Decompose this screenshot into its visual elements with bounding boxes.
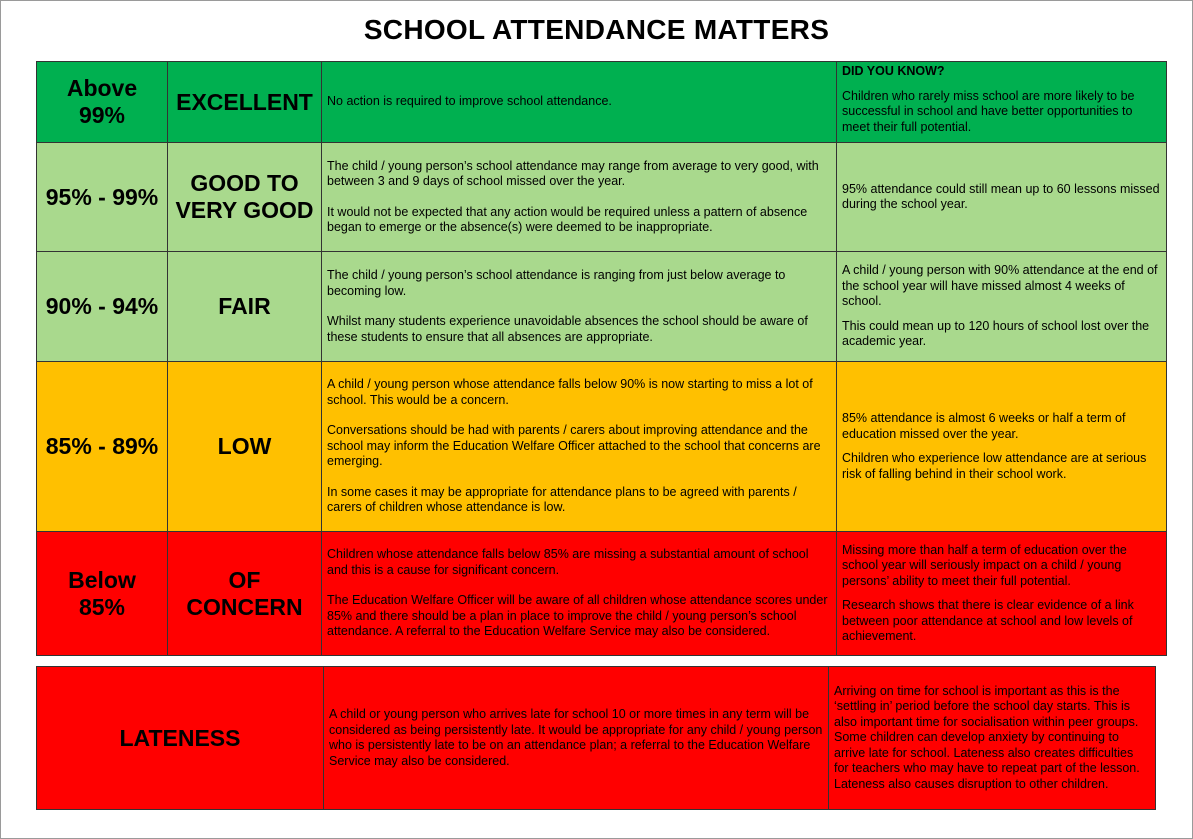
info-cell bbox=[837, 362, 1167, 532]
info-text: 85% attendance is almost 6 weeks or half a term of education missed over the year. bbox=[842, 411, 1126, 441]
rating-cell: EXCELLENT bbox=[168, 62, 322, 143]
action-text: The Education Welfare Officer will be aware of all children whose attendance scores under 85% and there should be a plan in place to improve the child / young person’s school attendance. A referral to the Education Welfare Service may also be considered. bbox=[327, 593, 828, 639]
action-cell bbox=[322, 252, 837, 362]
percentage-cell: 85% - 89% bbox=[37, 362, 168, 532]
info-cell bbox=[837, 252, 1167, 362]
rating-cell: GOOD TO VERY GOOD bbox=[168, 143, 322, 252]
lateness-action-cell: A child or young person who arrives late for school 10 or more times in any term will be considered as being persistently late. It would be appropriate for any child / young person who is persistently late to be on an attendance plan; a referral to the Education Welfare Service may also be considered. bbox=[324, 667, 829, 810]
info-cell bbox=[837, 62, 1167, 143]
attendance-table bbox=[36, 61, 1167, 656]
percentage-cell: Below 85% bbox=[37, 532, 168, 656]
action-cell bbox=[322, 62, 837, 143]
action-text: It would not be expected that any action would be required unless a pattern of absence began to emerge or the absence(s) were deemed to be inappropriate. bbox=[327, 204, 808, 234]
rating-cell: FAIR bbox=[168, 252, 322, 362]
action-text: In some cases it may be appropriate for attendance plans to be agreed with parents / carers of children whose attendance is low. bbox=[327, 484, 797, 515]
percentage-cell: 90% - 94% bbox=[37, 252, 168, 362]
page-title: SCHOOL ATTENDANCE MATTERS bbox=[363, 14, 830, 45]
info-cell bbox=[837, 532, 1167, 656]
lateness-label: LATENESS bbox=[37, 667, 324, 810]
action-cell bbox=[322, 143, 837, 252]
action-text: Conversations should be had with parents / carers about improving attendance and the school may inform the Education Welfare Officer attached to the school that concerns are emerging. bbox=[327, 423, 821, 469]
info-text: 95% attendance could still mean up to 60 lessons missed during the school year. bbox=[842, 181, 1160, 211]
row-excellent bbox=[37, 62, 1167, 143]
lateness-info-cell: Arriving on time for school is important as this is the ‘settling in’ period before the school day starts. This is also important time for socialisation within peer groups. Some children can develop anxiety by continuing to arrive late for school. Lateness also creates difficulties for teachers who may have to repeat part of the lesson. Lateness also causes disruption to other children. bbox=[829, 667, 1156, 810]
lateness-table bbox=[36, 666, 1156, 810]
info-text: This could mean up to 120 hours of school lost over the academic year. bbox=[842, 318, 1150, 349]
percentage-cell: 95% - 99% bbox=[37, 143, 168, 252]
action-cell bbox=[322, 362, 837, 532]
action-text: The child / young person’s school attendance is ranging from just below average to becoming low. bbox=[327, 268, 786, 298]
action-text: Children whose attendance falls below 85% are missing a substantial amount of school and this is a cause for significant concern. bbox=[327, 547, 809, 577]
row-low bbox=[37, 362, 1167, 532]
info-cell bbox=[837, 143, 1167, 252]
info-text: Missing more than half a term of education over the school year will seriously impact on a child / young persons’ ability to meet their full potential. bbox=[842, 542, 1127, 588]
action-text: A child / young person whose attendance falls below 90% is now starting to miss a lot of school. This would be a concern. bbox=[327, 377, 813, 407]
action-cell bbox=[322, 532, 837, 656]
percentage-cell: Above 99% bbox=[37, 62, 168, 143]
action-text: No action is required to improve school attendance. bbox=[327, 94, 612, 109]
rating-cell: OF CONCERN bbox=[168, 532, 322, 656]
did-you-know-heading: DID YOU KNOW? bbox=[842, 64, 945, 78]
info-text: Research shows that there is clear evidence of a link between poor attendance at school and low levels of achievement. bbox=[842, 598, 1134, 643]
action-text: Whilst many students experience unavoidable absences the school should be aware of these students to ensure that all absences are appropriate. bbox=[327, 314, 808, 344]
row-of-concern bbox=[37, 532, 1167, 656]
row-good bbox=[37, 143, 1167, 252]
info-text: A child / young person with 90% attendance at the end of the school year will have missed almost 4 weeks of school. bbox=[842, 263, 1158, 309]
info-text: Children who rarely miss school are more likely to be successful in school and have better opportunities to meet their full potential. bbox=[842, 88, 1135, 134]
row-fair bbox=[37, 252, 1167, 362]
rating-cell: LOW bbox=[168, 362, 322, 532]
action-text: The child / young person’s school attendance may range from average to very good, with between 3 and 9 days of school missed over the year. bbox=[327, 158, 819, 188]
row-lateness bbox=[37, 667, 1156, 810]
info-text: Children who experience low attendance are at serious risk of falling behind in their school work. bbox=[842, 451, 1147, 481]
